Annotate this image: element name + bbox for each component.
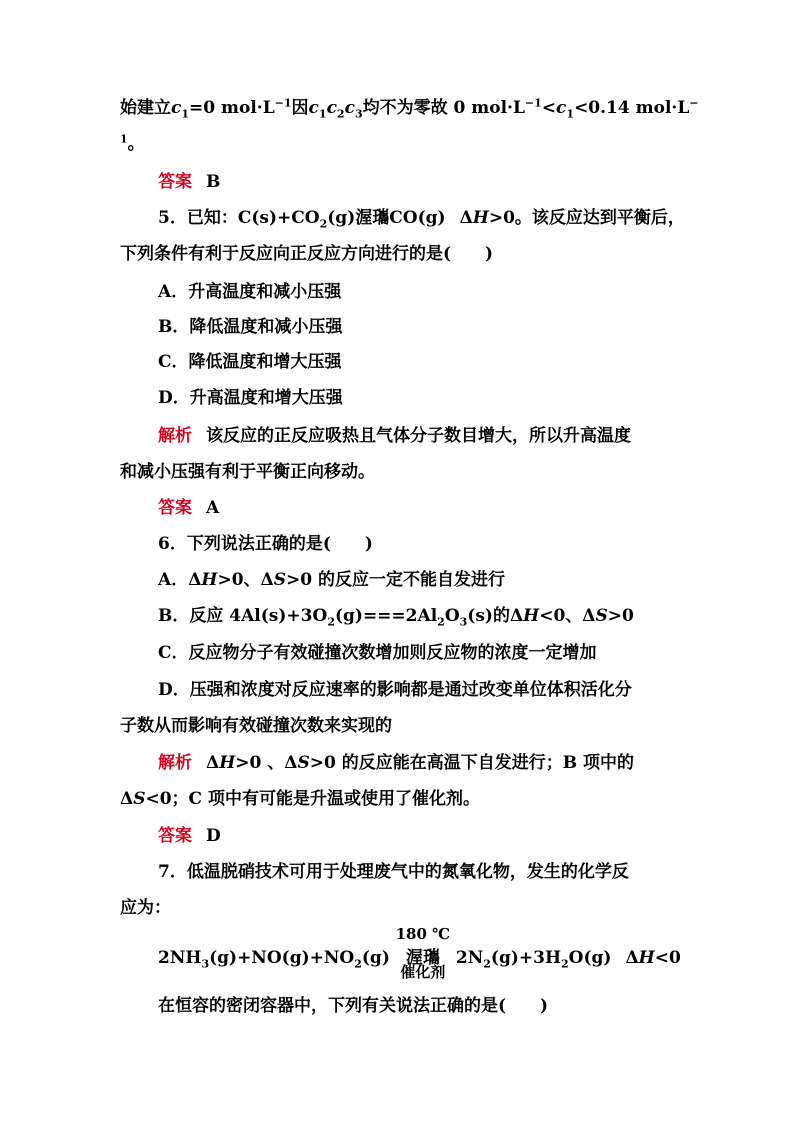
q5-option-a: A．升高温度和减小压强 bbox=[158, 282, 342, 302]
reaction-catalyst: 催化剂 bbox=[400, 963, 446, 981]
q6-option-d-line-1: D．压强和浓度对反应速率的影响都是通过改变单位体积活化分 bbox=[158, 680, 632, 700]
q5-analysis-line-2: 和减小压强有利于平衡正向移动。 bbox=[120, 462, 375, 482]
q7-question: 在恒容的密闭容器中，下列有关说法正确的是( ) bbox=[158, 996, 549, 1016]
q6-option-c: C．反应物分子有效碰撞次数增加则反应物的浓度一定增加 bbox=[158, 643, 597, 663]
q6-stem: 6．下列说法正确的是( ) bbox=[158, 534, 373, 554]
equilibrium-arrow: 渥瓗 bbox=[405, 948, 440, 968]
carryover-line-1: 始建立$c_1=0$ $mol\cdot L^{-1}$因$c_1c_2c_3$均不为零故 0 $mol\cdot L^{-1}<c_1<0.14$ mol·L− bbox=[120, 96, 699, 121]
q5-analysis-line-1: 解析 该反应的正反应吸热且气体分子数目增大，所以升高温度 bbox=[158, 426, 631, 446]
q5-stem-line-1: 5．已知：$C(s)+CO_2(g)$渥瓗CO(g) ΔH>0。该反应达到平衡后， bbox=[158, 208, 685, 231]
answer-6: 答案 D bbox=[158, 826, 221, 846]
q7-stem-line-1: 7．低温脱硝技术可用于处理废气中的氮氧化物，发生的化学反 bbox=[158, 862, 629, 882]
answer-5: 答案 A bbox=[158, 498, 220, 518]
answer-label: 答案 bbox=[158, 172, 192, 192]
q6-option-d-line-2: 子数从而影响有效碰撞次数来实现的 bbox=[120, 716, 392, 736]
q6-option-a: A．ΔH>0、ΔS>0 的反应一定不能自发进行 bbox=[158, 570, 506, 590]
q5-stem-line-2: 下列条件有利于反应向正反应方向进行的是( ) bbox=[120, 244, 494, 264]
answer-label: 答案 bbox=[158, 826, 192, 846]
analysis-label: 解析 bbox=[158, 753, 192, 773]
answer-4: 答案 B bbox=[158, 172, 221, 192]
reaction-conditions bbox=[390, 925, 456, 981]
q7-equation: $2NH_3(g)+NO(g)+NO_2(g)$ 180 ℃ 渥瓗 催化剂 $2N_2(g)+3H_2O(g)$ ΔH<0 bbox=[158, 946, 684, 970]
q5-option-b: B．降低温度和减小压强 bbox=[158, 317, 343, 337]
analysis-label: 解析 bbox=[158, 426, 192, 446]
q6-analysis-line-1: 解析 ΔH>0 、ΔS>0 的反应能在高温下自发进行；B 项中的 bbox=[158, 753, 635, 773]
q5-option-d: D．升高温度和增大压强 bbox=[158, 388, 343, 408]
equilibrium-arrow: 渥瓗 bbox=[355, 208, 390, 228]
q6-option-b: B．反应 $4Al(s)+3O_2(g)===2Al_2O_3(s)$的ΔH<0、ΔS>0 bbox=[158, 606, 634, 629]
carryover-line-2: $^1$。 bbox=[120, 132, 145, 154]
q7-stem-line-2: 应为： bbox=[120, 898, 171, 918]
answer-label: 答案 bbox=[158, 498, 192, 518]
q6-analysis-line-2: ΔS<0；C 项中有可能是升温或使用了催化剂。 bbox=[120, 789, 481, 809]
reaction-temperature: 180 ℃ bbox=[395, 925, 451, 943]
q5-option-c: C．降低温度和增大压强 bbox=[158, 352, 342, 372]
